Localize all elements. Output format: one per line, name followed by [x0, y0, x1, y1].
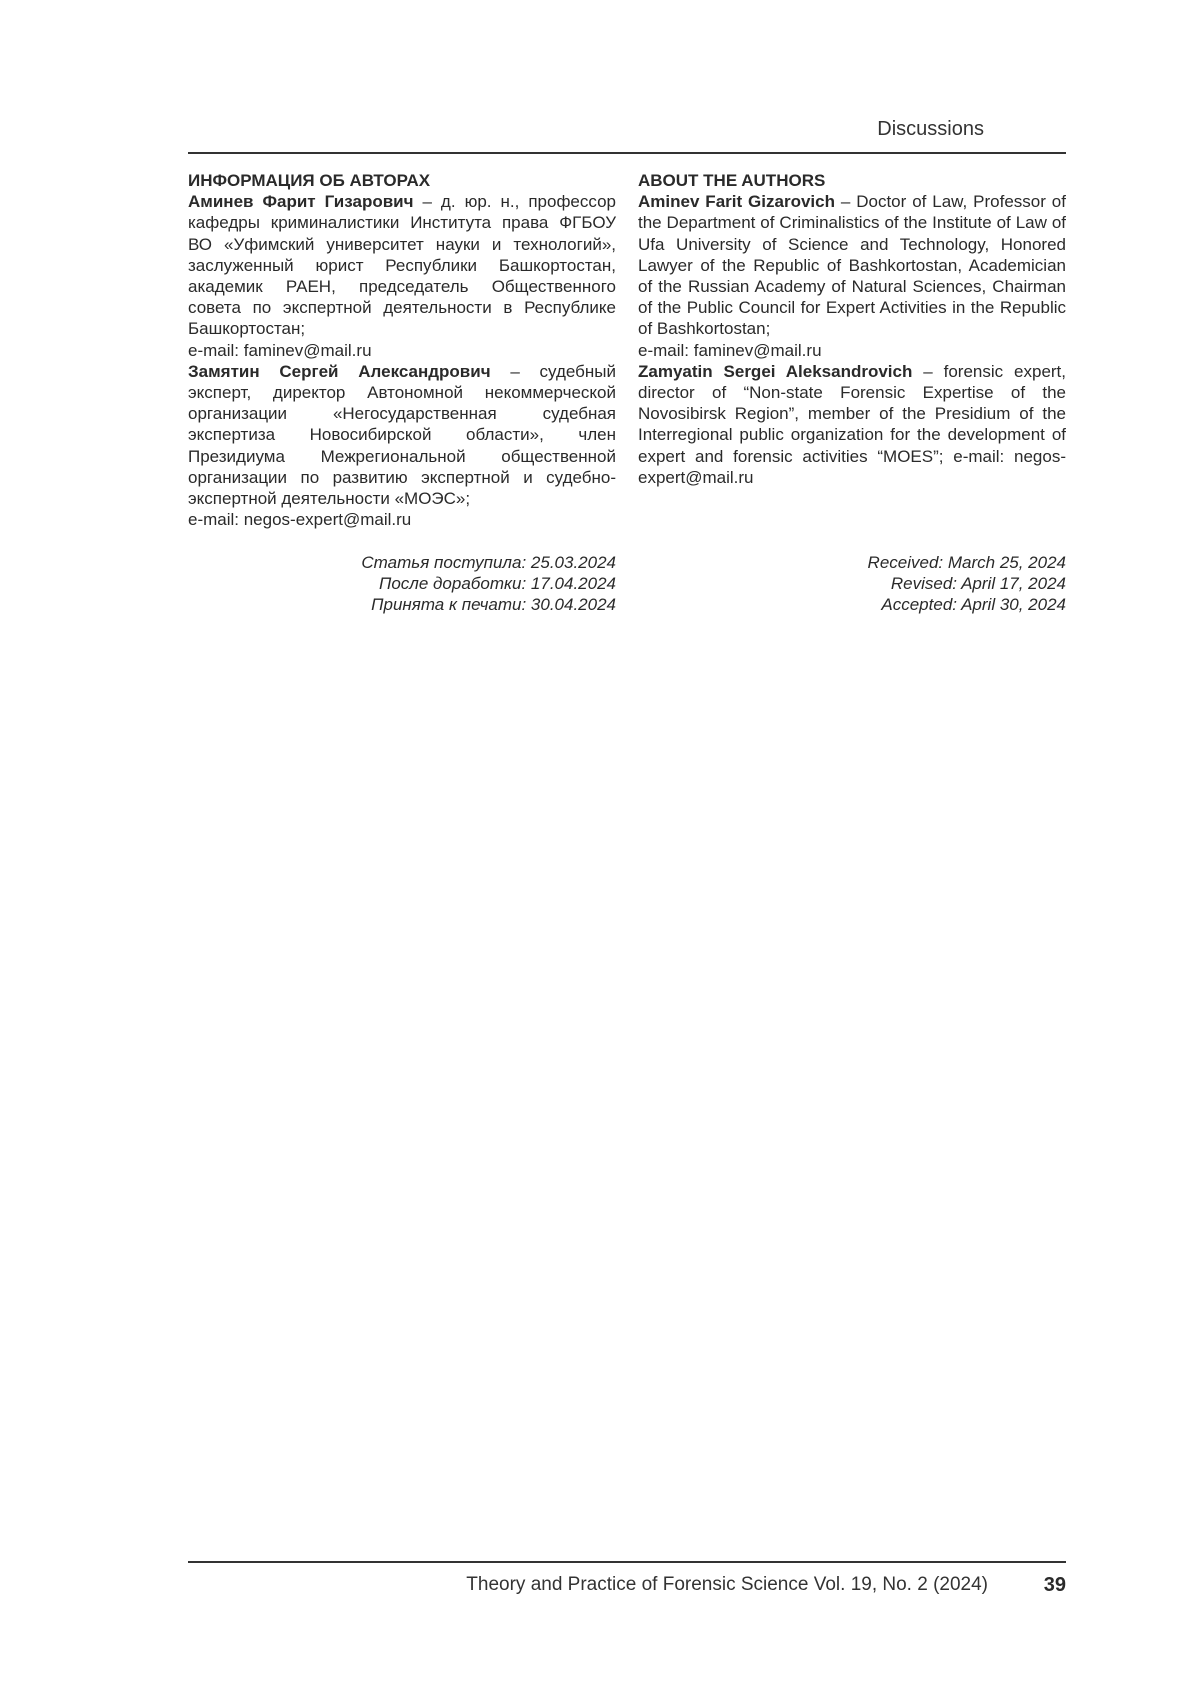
author-name: Замятин Сергей Александрович [188, 361, 491, 381]
author-en-1 [638, 191, 1066, 339]
date-revised: Revised: April 17, 2024 [890, 574, 1066, 594]
date-received: Received: March 25, 2024 [867, 553, 1066, 572]
author-ru-2 [188, 361, 616, 509]
author-name: Аминев Фарит Гизарович [188, 192, 414, 212]
author-en-2 [638, 361, 1066, 488]
journal-citation: Theory and Practice of Forensic Science Vol. 19, No. 2 (2024) [466, 1574, 988, 1595]
author-name: Zamyatin Sergei Aleksandrovich [638, 361, 913, 381]
authors-ru-column [188, 170, 616, 530]
footer-rule [188, 1561, 1066, 1563]
author-email: e-mail: faminev@mail.ru [638, 340, 822, 360]
article-dates-en [638, 552, 1066, 616]
page-number: 39 [1043, 1574, 1066, 1596]
author-bio: – судебный эксперт, директор Автономной некоммерческой организации «Негосударственная судебная экспертиза Новосибирской области», член Президиума Межрегиональной общественной организации по развитию экспертной и судебно-экспертной деятельности «МОЭС»; [188, 361, 617, 509]
author-bio: – forensic expert, director of “Non-state Forensic Expertise of the Novosibirsk Region”, member of the Presidium of the Interregional public organization for the development of expert and forensic activities “MOES”; e-mail: negos-expert@mail.ru [638, 361, 1067, 487]
header-rule [188, 152, 1066, 154]
author-name: Aminev Farit Gizarovich [638, 192, 835, 212]
date-received: Статья поступила: 25.03.2024 [361, 553, 616, 572]
author-bio: – Doctor of Law, Professor of the Department of Criminalistics of the Institute of Law of Ufa University of Science and Technology, Honored Lawyer of the Republic of Bashkortostan, Academician of the Russian Academy of Natural Sciences, Chairman of the Public Council for Expert Activities in the Republic of Bashkortostan; [638, 192, 1066, 339]
date-accepted: Принята к печати: 30.04.2024 [371, 595, 616, 615]
authors-en-column [638, 170, 1066, 488]
authors-ru-heading: ИНФОРМАЦИЯ ОБ АВТОРАХ [188, 171, 431, 190]
author-bio: – д. юр. н., профессор кафедры криминалистики Института права ФГБОУ ВО «Уфимский университет науки и технологий», заслуженный юрист Республики Башкортостан, академик РАЕН, председатель Общественного совета по экспертной деятельности в Республике Башкортостан; [188, 192, 616, 339]
section-label: Discussions [877, 118, 984, 140]
article-dates-ru [188, 552, 616, 616]
author-ru-1 [188, 191, 616, 339]
author-email: e-mail: negos-expert@mail.ru [188, 510, 412, 530]
date-revised: После доработки: 17.04.2024 [379, 574, 616, 594]
author-email: e-mail: faminev@mail.ru [188, 340, 372, 360]
date-accepted: Accepted: April 30, 2024 [881, 595, 1066, 615]
authors-en-heading: ABOUT THE AUTHORS [638, 171, 826, 190]
